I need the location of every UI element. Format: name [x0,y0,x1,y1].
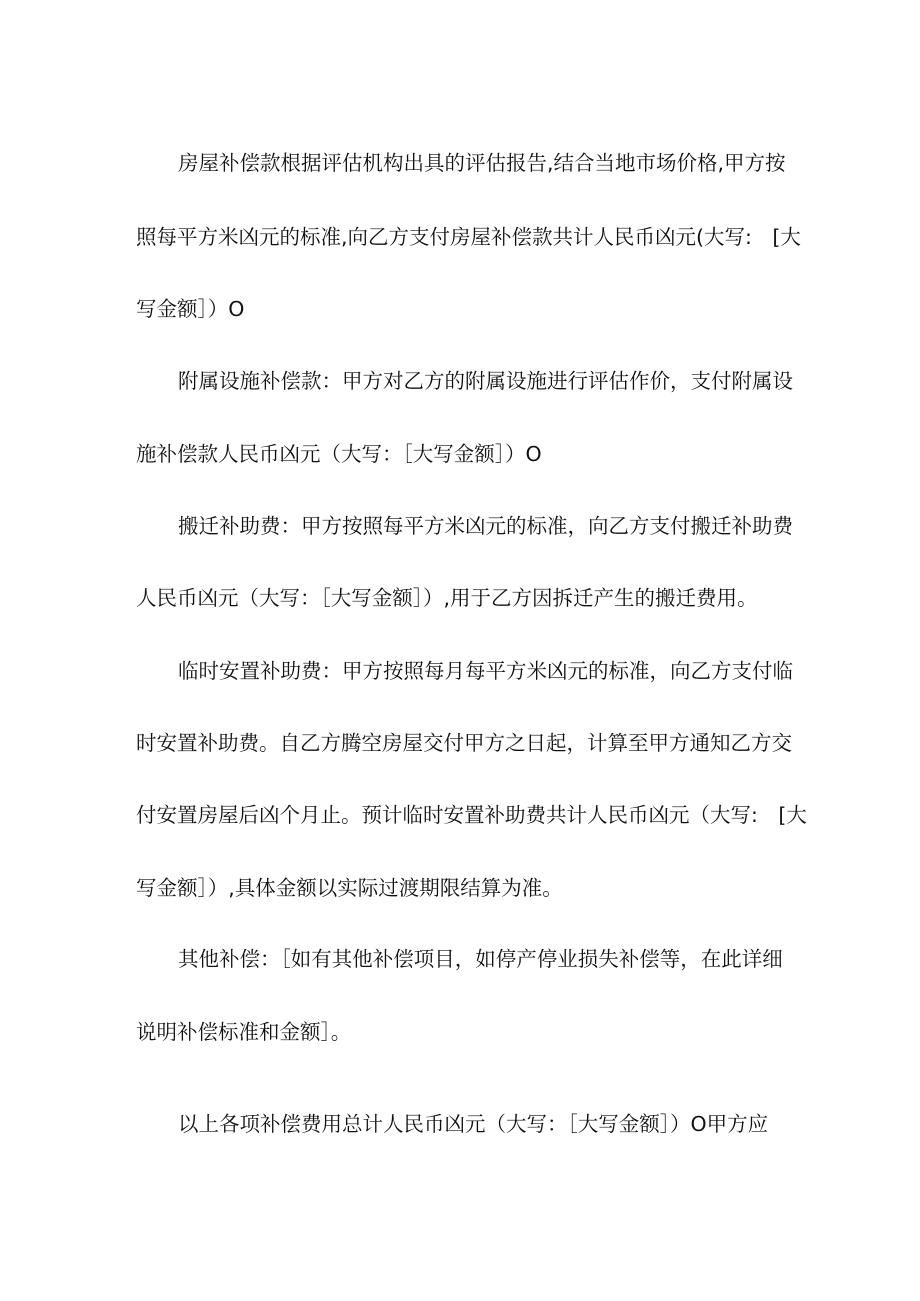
paragraph-line: 照每平方米凶元的标准,向乙方支付房屋补偿款共计人民币凶元(大写: [大 [136,225,801,249]
paragraph-line: 搬迁补助费：甲方按照每平方米凶元的标准，向乙方支付搬迁补助费 [178,514,793,538]
paragraph-line: 临时安置补助费：甲方按照每月每平方米凶元的标准，向乙方支付临 [178,659,793,683]
paragraph-line: 房屋补偿款根据评估机构出具的评估报告,结合当地市场价格,甲方按 [178,151,786,175]
paragraph-line: 以上各项补偿费用总计人民币凶元（大写：［大写金额］）O甲方应 [178,1112,769,1136]
paragraph-line: 附属设施补偿款：甲方对乙方的附属设施进行评估作价，支付附属设 [178,369,793,393]
paragraph-line: 施补偿款人民币凶元（大写：［大写金额］）O [136,442,542,466]
paragraph-line: 时安置补助费。自乙方腾空房屋交付甲方之日起，计算至甲方通知乙方交 [136,731,792,755]
paragraph-line: 付安置房屋后凶个月止。预计临时安置补助费共计人民币凶元（大写: [大 [136,803,807,827]
paragraph-line: 写金额］）O [136,297,245,321]
paragraph-line: 其他补偿：［如有其他补偿项目，如停产停业损失补偿等，在此详细 [178,947,783,971]
paragraph-line: 人民币凶元（大写：［大写金额］）,用于乙方因拆迁产生的搬迁费用。 [136,586,758,610]
paragraph-line: 写金额］）,具体金额以实际过渡期限结算为准。 [136,876,563,900]
paragraph-line: 说明补偿标准和金额］。 [136,1020,352,1044]
